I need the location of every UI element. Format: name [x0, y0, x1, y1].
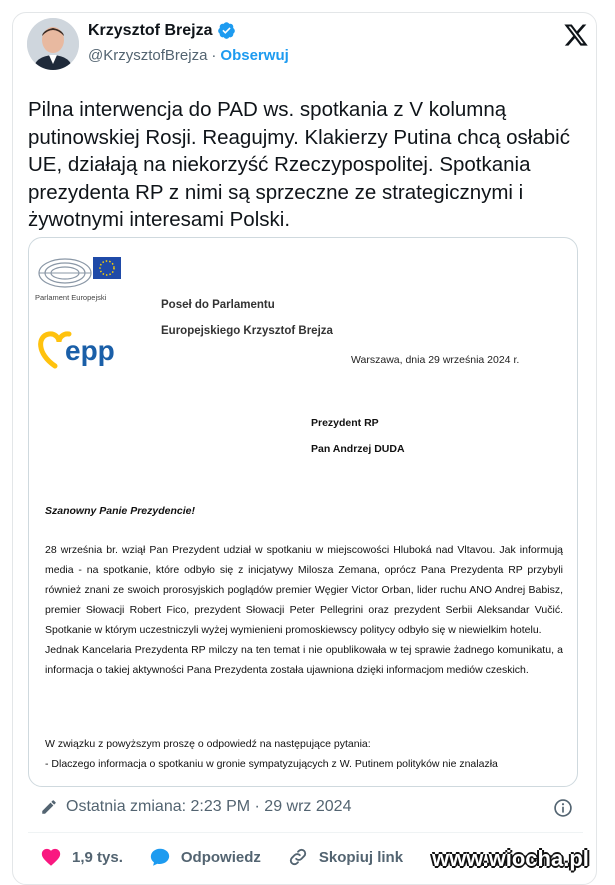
reply-bubble-icon [149, 846, 171, 868]
like-button[interactable] [40, 846, 123, 868]
epp-text: epp [65, 335, 115, 366]
separator: · [211, 47, 217, 64]
sender-line: Europejskiego Krzysztof Brejza [161, 325, 333, 337]
link-icon [287, 846, 309, 868]
place-date: Warszawa, dnia 29 września 2024 r. [351, 354, 520, 366]
edited-row [40, 798, 351, 816]
letter-paragraph: 28 września br. wziął Pan Prezydent udział w spotkaniu w miejscowości Hluboká nad Vltavou. Jak informują media - na spotkanie, które odbyło się z inicjatywy Milosza Zemana, oprócz Pana Prezydenta RP przybyli również znani ze swoich prorosyjskich poglądów premier Węgier Victor Orban, lider ruchu ANO Andrej Babisz, premier Słowacji Robert Fico, prezydent Słowacji Peter Pellegrini oraz prezydent Serbii Aleksandar Vučić. Spotkanie w którym uczestniczyli wyżej wymienieni promoskiewscy politycy odbyło się w niewielkim hotelu. [45, 544, 563, 636]
pencil-icon [40, 798, 58, 816]
question-item: - Dlaczego informacja o spotkaniu w gronie sympatyzujących z W. Putinem polityków nie znalazła [45, 758, 498, 770]
author-handle-row [88, 47, 289, 64]
recipient-line: Pan Andrzej DUDA [311, 443, 405, 455]
reply-label: Odpowiedz [180, 848, 261, 866]
recipient-line: Prezydent RP [311, 417, 379, 429]
heart-icon [40, 846, 62, 868]
edited-timestamp[interactable]: Ostatnia zmiana: 2:23 PM · 29 wrz 2024 [66, 798, 352, 815]
copy-link-button[interactable] [287, 846, 403, 868]
sender-block [161, 292, 333, 344]
sender-line: Poseł do Parlamentu [161, 299, 275, 311]
avatar[interactable] [27, 18, 79, 70]
info-icon[interactable] [553, 798, 573, 818]
action-bar [40, 846, 429, 868]
author-name[interactable]: Krzysztof Brejza [88, 21, 213, 39]
questions-intro: W związku z powyższym proszę o odpowiedź na następujące pytania: [45, 738, 371, 750]
like-count: 1,9 tys. [72, 848, 123, 866]
european-parliament-logo-icon [35, 243, 123, 291]
questions-block [45, 734, 563, 774]
author-name-row [88, 21, 236, 40]
follow-button[interactable]: Obserwuj [220, 47, 289, 64]
verified-badge-icon [217, 21, 236, 40]
copy-link-label: Skopiuj link [318, 848, 404, 866]
ep-label: Parlament Europejski [35, 293, 107, 302]
x-logo-icon[interactable] [563, 22, 589, 48]
reply-button[interactable] [149, 846, 261, 868]
salutation: Szanowny Panie Prezydencie! [45, 505, 195, 517]
letter-image[interactable] [28, 237, 578, 787]
divider [28, 832, 583, 833]
epp-logo [35, 326, 130, 374]
tweet-text: Pilna interwencja do PAD ws. spotkania z V kolumną putinowskiej Rosji. Reagujmy. Klakierzy Putina chcą osłabić UE, działają na niekorzyść Rzeczypospolitej. Spotkania prezydenta RP z nimi są sprzeczne ze strategicznymi i żywotnymi interesami Polski. [28, 98, 570, 231]
letter-body [45, 540, 563, 680]
recipient-block [311, 410, 405, 462]
epp-heart-icon [35, 326, 130, 374]
watermark: www.wiocha.pl [432, 846, 589, 871]
letter-paragraph: Jednak Kancelaria Prezydenta RP milczy na ten temat i nie opublikowała w tej sprawie żadnego komunikatu, a informacja o takiej aktywności Pana Prezydenta została ujawniona dzięki informacjom mediów czeskich. [45, 644, 563, 676]
author-handle[interactable]: @KrzysztofBrejza [88, 47, 208, 64]
